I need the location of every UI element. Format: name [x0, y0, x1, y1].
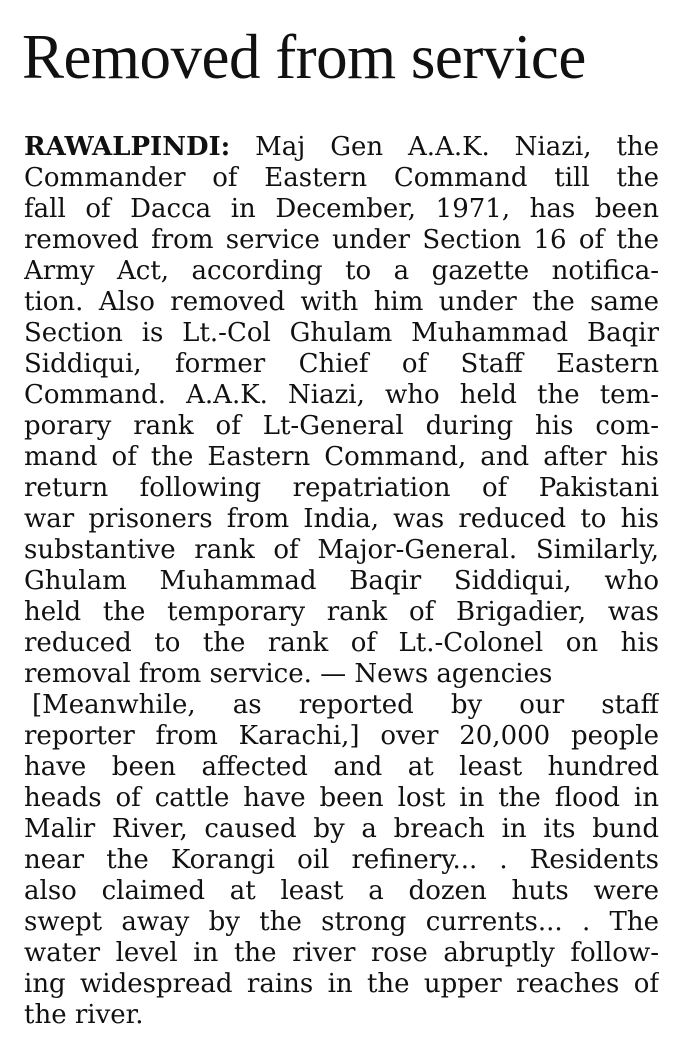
article-line: the river. — [24, 1000, 144, 1030]
article-line: have been affected and at least hundred — [24, 752, 659, 782]
article-line: return following repatriation of Pakistani — [24, 473, 659, 503]
article-line: Malir River, caused by a breach in its bund — [24, 814, 659, 844]
article-line: Army Act, according to a gazette notifica- — [24, 256, 659, 286]
article-line: swept away by the strong currents... . The — [24, 907, 659, 937]
article-line: ing widespread rains in the upper reaches of — [24, 969, 659, 999]
article-line: also claimed at least a dozen huts were — [24, 876, 659, 906]
article-body — [24, 132, 659, 1031]
article-line: Siddiqui, former Chief of Staff Eastern — [24, 349, 659, 379]
article-line: Command. A.A.K. Niazi, who held the tem- — [24, 380, 659, 410]
article-line: Commander of Eastern Command till the — [24, 163, 659, 193]
article-line: substantive rank of Major-General. Similarly, — [24, 535, 659, 565]
article-line: water level in the river rose abruptly follow- — [24, 938, 659, 968]
article-line: Section is Lt.-Col Ghulam Muhammad Baqir — [24, 318, 659, 348]
article-line: tion. Also removed with him under the same — [24, 287, 659, 317]
dateline: RAWALPINDI: — [24, 132, 231, 162]
article-line: reduced to the rank of Lt.-Colonel on his — [24, 628, 659, 658]
article-line: RAWALPINDI: Maj Gen A.A.K. Niazi, the — [24, 132, 659, 162]
headline: Removed from service — [22, 22, 586, 92]
article-line: mand of the Eastern Command, and after his — [24, 442, 659, 472]
article-line: reporter from Karachi,] over 20,000 people — [24, 721, 659, 751]
article-line: war prisoners from India, was reduced to his — [24, 504, 659, 534]
article-line: removal from service. — News agencies — [24, 659, 553, 689]
article-line: heads of cattle have been lost in the flood in — [24, 783, 659, 813]
article-line: held the temporary rank of Brigadier, was — [24, 597, 659, 627]
article-line: fall of Dacca in December, 1971, has been — [24, 194, 659, 224]
article-line: removed from service under Section 16 of the — [24, 225, 659, 255]
article-line: [Meanwhile, as reported by our staff — [32, 690, 659, 720]
article-line: near the Korangi oil refinery... . Residents — [24, 845, 659, 875]
article-line: porary rank of Lt-General during his com- — [24, 411, 659, 441]
article-line: Ghulam Muhammad Baqir Siddiqui, who — [24, 566, 659, 596]
